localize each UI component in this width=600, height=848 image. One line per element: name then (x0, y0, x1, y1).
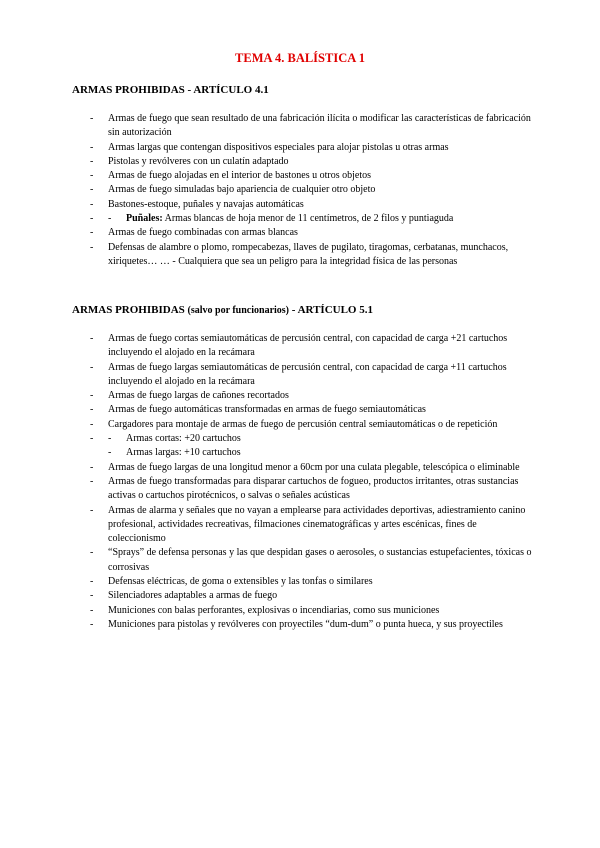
heading-main: ARMAS PROHIBIDAS (72, 304, 188, 316)
article-4-1-list (72, 112, 532, 269)
sub-list-item (90, 212, 532, 226)
sub-item-label: Puñales: (126, 213, 163, 225)
list-item: - Municiones para pistolas y revólveres con proyectiles “dum-dum” o punta hueca, y sus proyectiles (72, 618, 532, 632)
sub-list (90, 212, 532, 226)
section-article-4-1 (72, 84, 532, 269)
list-item: - Armas de fuego simuladas bajo apariencia de cualquier otro objeto (72, 183, 532, 197)
list-item: - Armas de fuego largas de cañones recortados (72, 389, 532, 403)
list-item: - “Sprays” de defensa personas y las que despidan gases o aerosoles, o sustancias estupefacientes, tóxicas o corrosivas (72, 546, 532, 575)
list-item: - Defensas de alambre o plomo, rompecabezas, llaves de pugilato, tiragomas, cerbatanas, munchacos, xiriquetes… … - Cualquiera que sea un peligro para la integridad física de las personas (72, 241, 532, 270)
list-item: - Cargadores para montaje de armas de fuego de percusión central semiautomáticas o de repetición (72, 418, 532, 432)
heading-end: - ARTÍCULO 5.1 (289, 304, 373, 316)
section-heading: ARMAS PROHIBIDAS - ARTÍCULO 4.1 (72, 84, 269, 96)
list-item: - Pistolas y revólveres con un culatín adaptado (72, 155, 532, 169)
list-item: - Armas de fuego que sean resultado de una fabricación ilícita o modificar las características de fabricación sin autorización (72, 112, 532, 141)
page-title: TEMA 4. BALÍSTICA 1 (235, 51, 365, 65)
heading-paren: (salvo por funcionarios) (187, 305, 290, 316)
list-item: - Silenciadores adaptables a armas de fuego (72, 589, 532, 603)
section-article-5-1 (72, 304, 532, 632)
list-item: - Armas de alarma y señales que no vayan a emplearse para actividades deportivas, adiestramiento canino profesional, actividades recreativas, filmaciones cinematográficas y artes escénicas, fines de coleccionismo (72, 504, 532, 547)
list-item-container (72, 432, 532, 461)
list-item: - Armas largas que contengan dispositivos especiales para alojar pistolas u otras armas (72, 141, 532, 155)
sub-list (90, 432, 532, 461)
list-item: - Bastones-estoque, puñales y navajas automáticas (72, 198, 532, 212)
list-item: - Defensas eléctricas, de goma o extensibles y las tonfas o similares (72, 575, 532, 589)
list-item-container (72, 212, 532, 226)
list-item: - Armas de fuego automáticas transformadas en armas de fuego semiautomáticas (72, 403, 532, 417)
sub-item-text: Armas blancas de hoja menor de 11 centímetros, de 2 filos y puntiaguda (162, 213, 454, 225)
sub-list-item: - Armas largas: +10 cartuchos (90, 446, 532, 460)
list-item: - Armas de fuego cortas semiautomáticas de percusión central, con capacidad de carga +21 cartuchos incluyendo el alojado en la recámara (72, 332, 532, 361)
article-5-1-list (72, 332, 532, 632)
list-item: - Armas de fuego largas de una longitud menor a 60cm por una culata plegable, telescópica o eliminable (72, 461, 532, 475)
list-item: - Armas de fuego transformadas para disparar cartuchos de fogueo, productos irritantes, otras sustancias activas o cartuchos pirotécnicos, o salvas o señales acústicas (72, 475, 532, 504)
list-item: - Municiones con balas perforantes, explosivas o incendiarias, como sus municiones (72, 604, 532, 618)
list-item: - Armas de fuego largas semiautomáticas de percusión central, con capacidad de carga +11 cartuchos incluyendo el alojado en la recámara (72, 361, 532, 390)
list-item: - Armas de fuego alojadas en el interior de bastones u otros objetos (72, 169, 532, 183)
sub-list-item: - - Armas cortas: +20 cartuchos (90, 432, 532, 446)
list-item: - Armas de fuego combinadas con armas blancas (72, 226, 532, 240)
section-heading (72, 304, 532, 316)
